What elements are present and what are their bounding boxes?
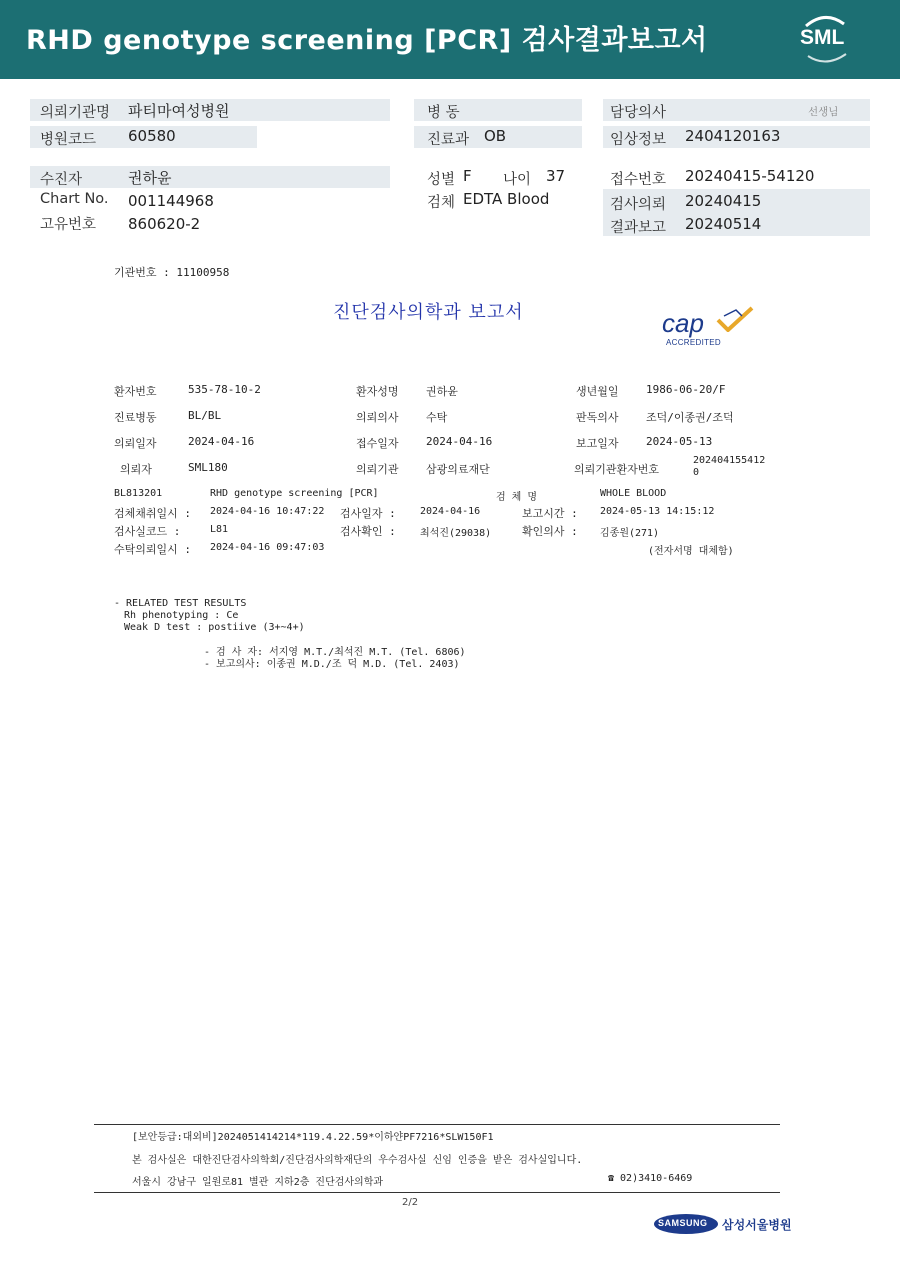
receipt-value: 20240415-54120: [685, 167, 815, 185]
req-org-pat-value: 202404155412: [693, 455, 766, 466]
dept-label: 진료과: [427, 132, 470, 148]
doctor-label: 담당의사: [610, 105, 667, 121]
hospital-name: 삼성서울병원: [722, 1218, 792, 1232]
staff-reporting-doctors: - 보고의사: 이종권 M.D./조 덕 M.D. (Tel. 2403): [204, 659, 460, 670]
esign-note: (전자서명 대체함): [648, 546, 734, 557]
receipt-label: 접수번호: [610, 172, 667, 188]
rcv-date-label: 접수일자: [356, 437, 399, 450]
header-bar: [0, 0, 900, 79]
test-date-label: 검사일자 :: [340, 507, 396, 520]
req-org-value: 삼광의료재단: [426, 463, 490, 476]
reader-label: 판독의사: [576, 411, 619, 424]
specimen-value: EDTA Blood: [463, 190, 550, 208]
report-label: 결과보고: [610, 220, 667, 236]
clinical-label: 임상정보: [610, 132, 667, 148]
phone-line: ☎ 02)3410-6469: [608, 1173, 693, 1184]
institution-label: 의뢰기관명: [40, 105, 111, 121]
staff-examiners: - 검 사 자: 서지영 M.T./최석진 M.T. (Tel. 6806): [204, 647, 466, 658]
ward-field-value: BL/BL: [188, 409, 222, 422]
confirm-doc-value: 김종원(271): [600, 528, 660, 539]
reader-value: 조덕/이종권/조덕: [646, 411, 734, 424]
chart-value: 001144968: [128, 192, 214, 210]
request-value: 20240415: [685, 192, 762, 210]
ward-field-label: 진료병동: [114, 411, 157, 424]
cap-logo-text: cap: [662, 308, 704, 338]
report-time-label: 보고시간 :: [522, 507, 578, 520]
report-time-value: 2024-05-13 14:15:12: [600, 506, 715, 517]
institution-value: 파티마여성병원: [128, 102, 230, 120]
req-org-pat-value-cont: 0: [693, 467, 700, 478]
samsung-hospital-logo: [654, 1212, 792, 1236]
pat-no-value: 535-78-10-2: [188, 383, 261, 396]
patient-bar: [30, 166, 390, 188]
cap-accredited-logo: [660, 306, 756, 350]
doctor-suffix: 선생님: [808, 106, 839, 118]
req-doctor-label: 의뢰의사: [356, 411, 399, 424]
req-doctor-value: 수탁: [426, 411, 448, 424]
report-title: 진단검사의학과 보고서: [333, 302, 524, 323]
pat-name-value: 권하윤: [426, 385, 458, 398]
req-org-label: 의뢰기관: [356, 463, 399, 476]
samsung-oval-icon: [654, 1214, 718, 1234]
ward-label: 병 동: [427, 105, 460, 121]
rcv-date-value: 2024-04-16: [426, 435, 493, 448]
req-org-pat-label: 의뢰기관환자번호: [574, 463, 660, 476]
sex-value: F: [463, 167, 472, 185]
footer-top-divider: [94, 1124, 780, 1125]
birth-value: 1986-06-20/F: [646, 383, 726, 396]
test-code: BL813201: [114, 488, 163, 499]
hospital-code-label: 병원코드: [40, 132, 97, 148]
security-line: [보안등급:대외비]2024051414214*119.4.22.59*이하얀PF7216*SLW150F1: [132, 1132, 494, 1143]
test-name: RHD genotype screening [PCR]: [210, 488, 379, 499]
rpt-date-label: 보고일자: [576, 437, 619, 450]
certification-line: 본 검사실은 대한진단검사의학회/진단검사의학재단의 우수검사실 신임 인증을 받은 검사실입니다.: [132, 1155, 583, 1166]
results-heading: - RELATED TEST RESULTS: [114, 598, 247, 609]
req-date-value: 2024-04-16: [188, 435, 255, 448]
collect-value: 2024-04-16 10:47:22: [210, 506, 325, 517]
test-confirm-label: 검사확인 :: [340, 525, 396, 538]
trust-label: 수탁의뢰일시 :: [114, 543, 192, 556]
age-value: 37: [546, 167, 566, 185]
patient-label: 수진자: [40, 172, 83, 188]
rh-phenotyping: Rh phenotyping : Ce: [124, 610, 239, 621]
page-title: RHD genotype screening [PCR] 검사결과보고서: [26, 25, 708, 56]
specimen-name-value: WHOLE BLOOD: [600, 488, 667, 499]
test-date-value: 2024-04-16: [420, 506, 481, 517]
lab-code-value: L81: [210, 524, 229, 535]
id-label: 고유번호: [40, 217, 97, 233]
checkmark-icon: [714, 306, 754, 332]
req-date-label: 의뢰일자: [114, 437, 157, 450]
test-confirm-value: 최석진(29038): [420, 528, 492, 539]
request-label: 검사의뢰: [610, 197, 667, 213]
samsung-logo-text: SAMSUNG: [658, 1218, 708, 1228]
sml-logo-text: SML: [800, 26, 845, 49]
pat-name-label: 환자성명: [356, 385, 399, 398]
specimen-label: 검체: [427, 195, 456, 211]
weak-d-test: Weak D test : postiive (3+~4+): [124, 622, 305, 633]
birth-label: 생년월일: [576, 385, 619, 398]
chart-label: Chart No.: [40, 191, 109, 207]
specimen-name-label: 검 체 명: [496, 492, 538, 503]
confirm-doc-label: 확인의사 :: [522, 525, 578, 538]
hospital-code-value: 60580: [128, 127, 176, 145]
sex-label: 성별: [427, 172, 456, 188]
patient-value: 권하윤: [128, 169, 172, 187]
age-label: 나이: [503, 172, 532, 188]
report-value: 20240514: [685, 215, 762, 233]
requester-value: SML180: [188, 461, 228, 474]
id-value: 860620-2: [128, 215, 201, 233]
trust-value: 2024-04-16 09:47:03: [210, 542, 325, 553]
dept-value: OB: [484, 127, 507, 145]
collect-label: 검체채취일시 :: [114, 507, 192, 520]
clinical-value: 2404120163: [685, 127, 781, 145]
requester-label: 의뢰자: [120, 463, 152, 476]
page-number: 2/2: [402, 1197, 419, 1208]
sml-logo: [796, 12, 854, 66]
lab-code-label: 검사실코드 :: [114, 525, 181, 538]
org-number: 기관번호 : 11100958: [114, 266, 230, 279]
pat-no-label: 환자번호: [114, 385, 157, 398]
cap-accredited-text: ACCREDITED: [666, 338, 722, 347]
address-line: 서울시 강남구 일원로81 별관 지하2층 진단검사의학과: [132, 1177, 384, 1188]
rpt-date-value: 2024-05-13: [646, 435, 713, 448]
footer-bottom-divider: [94, 1192, 780, 1193]
